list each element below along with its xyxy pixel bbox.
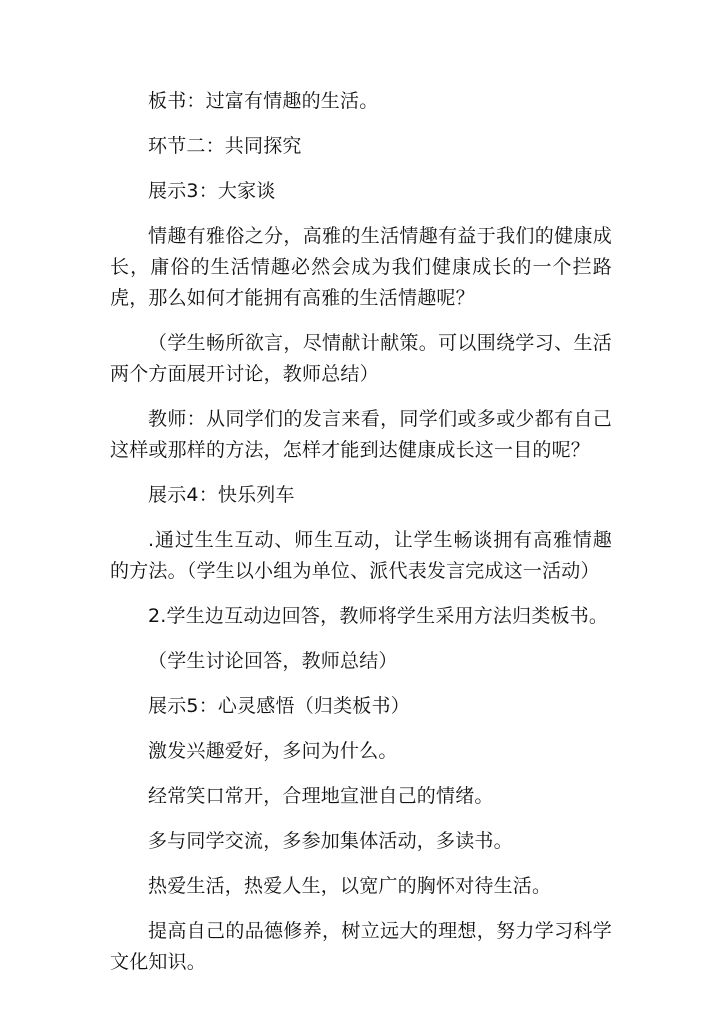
paragraph-step-2: 2.学生边互动边回答，教师将学生采用方法归类板书。	[148, 605, 609, 627]
paragraph-question: 情趣有雅俗之分，高雅的生活情趣有益于我们的健康成长，庸俗的生活情趣必然会成为我们健康成长的一个拦路虎，那么如何才能拥有高雅的生活情趣呢？	[110, 225, 612, 309]
paragraph-discussion-summary: （学生讨论回答，教师总结）	[148, 650, 398, 672]
paragraph-board-note: 板书：过富有情趣的生活。	[148, 90, 379, 112]
paragraph-showcase-5: 展示5：心灵感悟（归类板书）	[148, 695, 410, 717]
paragraph-interaction: .通过生生互动、师生互动，让学生畅谈拥有高雅情趣的方法。（学生以小组为单位、派代表发言完成这一活动）	[110, 529, 612, 582]
document-body	[110, 86, 612, 978]
paragraph-tip-2: 经常笑口常开，合理地宣泄自己的情绪。	[148, 785, 494, 807]
paragraph-showcase-4: 展示4：快乐列车	[148, 484, 295, 506]
paragraph-tip-1: 激发兴趣爱好，多问为什么。	[148, 740, 398, 762]
paragraph-section-two: 环节二：共同探究	[148, 135, 302, 157]
paragraph-tip-3: 多与同学交流，多参加集体活动，多读书。	[148, 830, 513, 852]
paragraph-student-discussion: （学生畅所欲言，尽情献计献策。可以围绕学习、生活两个方面展开讨论，教师总结）	[110, 332, 612, 385]
paragraph-tip-5: 提高自己的品德修养，树立远大的理想，努力学习科学文化知识。	[110, 920, 612, 973]
paragraph-teacher: 教师：从同学们的发言来看，同学们或多或少都有自己这样或那样的方法，怎样才能到达健康成长这一目的呢？	[110, 408, 612, 461]
paragraph-tip-4: 热爱生活，热爱人生，以宽广的胸怀对待生活。	[148, 875, 552, 897]
paragraph-showcase-3: 展示3：大家谈	[148, 180, 276, 202]
